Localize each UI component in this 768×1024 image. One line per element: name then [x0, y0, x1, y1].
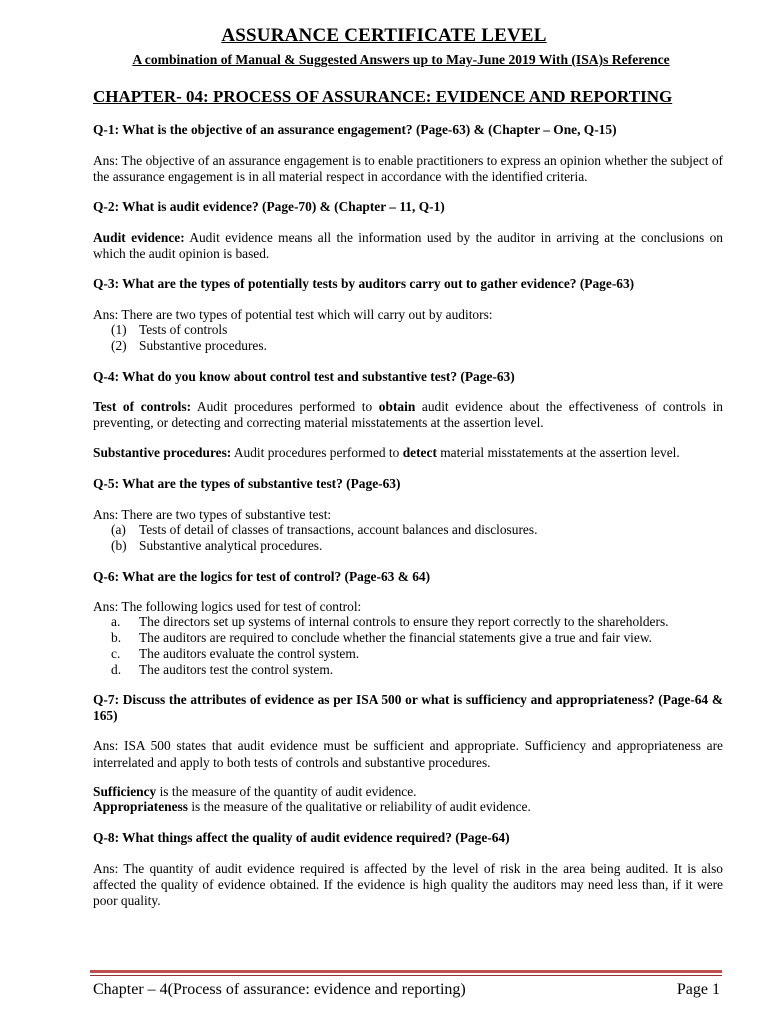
list-item — [93, 662, 723, 678]
answer-3-list — [93, 322, 723, 354]
question-3: Q-3: What are the types of potentially tests by auditors carry out to gather evidence? (Page-63) — [93, 276, 635, 291]
emphasis-obtain: obtain — [378, 399, 416, 414]
list-item-text: The auditors are required to conclude whether the financial statements give a true and fair view. — [139, 630, 652, 645]
question-8: Q-8: What things affect the quality of audit evidence required? (Page-64) — [93, 830, 510, 845]
question-6: Q-6: What are the logics for test of control? (Page-63 & 64) — [93, 569, 431, 584]
footer-rule — [90, 970, 722, 973]
answer-5: Ans: There are two types of substantive test: — [93, 507, 332, 522]
term-appropriateness: Appropriateness — [93, 799, 188, 814]
answer-6: Ans: The following logics used for test of control: — [93, 599, 362, 614]
document-subtitle: A combination of Manual & Suggested Answers up to May-June 2019 With (ISA)s Reference — [132, 52, 670, 67]
answer-5-list — [93, 522, 723, 554]
answer-4a-text: Audit procedures performed to — [191, 399, 379, 414]
answer-2 — [93, 230, 723, 262]
list-marker: c. — [111, 646, 121, 661]
answer-8: Ans: The quantity of audit evidence required is affected by the level of risk in the area being audited. It is also affected the quality of evidence obtained. If the evidence is high quality the auditors may need less than, if it were poor quality. — [93, 861, 723, 908]
list-marker: b. — [111, 630, 122, 645]
list-item — [93, 630, 723, 646]
question-2: Q-2: What is audit evidence? (Page-70) & (Chapter – 11, Q-1) — [93, 199, 445, 214]
list-item-text: The auditors evaluate the control system. — [139, 646, 360, 661]
document-title: ASSURANCE CERTIFICATE LEVEL — [221, 25, 547, 46]
answer-4-substantive — [93, 445, 723, 461]
list-item — [93, 338, 723, 354]
term-substantive-procedures: Substantive procedures: — [93, 445, 232, 460]
answer-4b-text-rest: material misstatements at the assertion level. — [436, 445, 680, 460]
page-number: Page 1 — [676, 981, 720, 998]
question-7: Q-7: Discuss the attributes of evidence as per ISA 500 or what is sufficiency and appropriateness? (Page-64 & 165) — [93, 692, 723, 723]
answer-7: Ans: ISA 500 states that audit evidence must be sufficient and appropriate. Sufficiency and appropriateness are interrelated and apply to both tests of controls and substantive procedures. — [93, 738, 723, 770]
emphasis-detect: detect — [402, 445, 437, 460]
footer-rule-thin — [90, 975, 722, 976]
appropriateness-definition — [93, 799, 723, 815]
list-item — [93, 614, 723, 630]
list-marker: (a) — [111, 522, 126, 537]
list-item-text: Tests of controls — [139, 322, 228, 337]
list-item-text: Substantive procedures. — [139, 338, 267, 353]
answer-1: Ans: The objective of an assurance engagement is to enable practitioners to express an opinion whether the subject of the assurance engagement is in all material respect in accordance with the identified criteria. — [93, 153, 723, 184]
list-item-text: The auditors test the control system. — [139, 662, 334, 677]
chapter-heading: CHAPTER- 04: PROCESS OF ASSURANCE: EVIDENCE AND REPORTING — [93, 87, 673, 106]
list-marker: (2) — [111, 338, 127, 353]
list-item — [93, 522, 723, 538]
answer-3: Ans: There are two types of potential test which will carry out by auditors: — [93, 307, 493, 322]
term-audit-evidence: Audit evidence: — [93, 230, 185, 245]
list-item-text: Substantive analytical procedures. — [139, 538, 323, 553]
answer-4-test-of-controls — [93, 399, 723, 431]
term-test-of-controls: Test of controls: — [93, 399, 192, 414]
term-sufficiency: Sufficiency — [93, 784, 157, 799]
list-marker: d. — [111, 662, 122, 677]
appropriateness-text: is the measure of the qualitative or reliability of audit evidence. — [187, 799, 531, 814]
list-marker: (1) — [111, 322, 127, 337]
answer-4a-text-rest: audit evidence about the effectiveness of controls in preventing, or detecting and correcting material misstatements at the assertion level. — [93, 399, 723, 430]
footer-chapter-label: Chapter – 4(Process of assurance: evidence and reporting) — [93, 981, 466, 998]
list-marker: a. — [111, 614, 121, 629]
question-1: Q-1: What is the objective of an assurance engagement? (Page-63) & (Chapter – One, Q-15) — [93, 122, 617, 137]
answer-4b-text: Audit procedures performed to — [231, 445, 403, 460]
answer-6-list — [93, 614, 723, 678]
list-item — [93, 538, 723, 554]
list-item — [93, 322, 723, 338]
question-4: Q-4: What do you know about control test and substantive test? (Page-63) — [93, 369, 515, 384]
sufficiency-text: is the measure of the quantity of audit evidence. — [156, 784, 417, 799]
list-item-text: Tests of detail of classes of transactions, account balances and disclosures. — [139, 522, 538, 537]
list-marker: (b) — [111, 538, 127, 553]
answer-2-text: Audit evidence means all the information used by the auditor in arriving at the conclusions on which the audit opinion is based. — [93, 230, 723, 261]
sufficiency-definition — [93, 784, 723, 800]
question-5: Q-5: What are the types of substantive test? (Page-63) — [93, 476, 401, 491]
list-item-text: The directors set up systems of internal controls to ensure they report correctly to the shareholders. — [139, 614, 669, 629]
list-item — [93, 646, 723, 662]
